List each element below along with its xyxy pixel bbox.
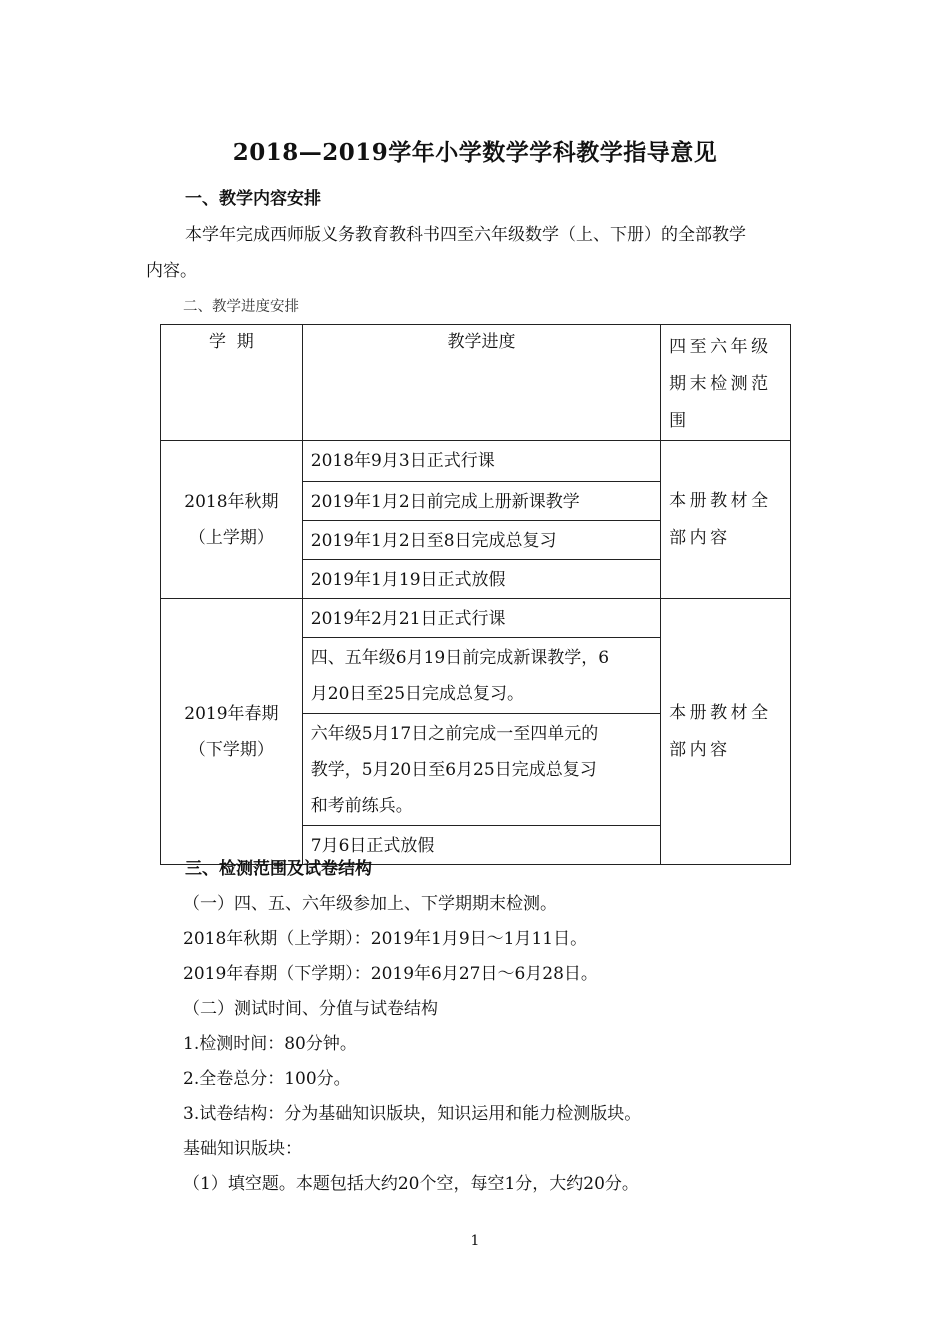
progress-cell: 2019年1月2日至8日完成总复习 xyxy=(302,521,660,560)
page-number: 1 xyxy=(470,1233,480,1249)
section3-line: 1.检测时间：80分钟。 xyxy=(183,1034,357,1054)
progress-cell: 2019年2月21日正式行课 xyxy=(302,599,660,638)
scope-spring: 本册教材全 部内容 xyxy=(661,599,791,865)
table-header-row xyxy=(161,325,791,441)
section3-line: 2018年秋期（上学期）：2019年1月9日～1月11日。 xyxy=(183,929,588,949)
section3-line: （1）填空题。本题包括大约20个空，每空1分，大约20分。 xyxy=(183,1174,639,1194)
section3-line: 基础知识版块： xyxy=(183,1139,302,1159)
term-autumn: 2018年秋期 （上学期） xyxy=(161,441,303,599)
progress-cell: 7月6日正式放假 xyxy=(302,826,660,865)
section1-heading: 一、教学内容安排 xyxy=(185,189,321,209)
header-progress: 教学进度 xyxy=(302,325,660,441)
section2-heading: 二、教学进度安排 xyxy=(183,299,299,315)
progress-cell: 2019年1月19日正式放假 xyxy=(302,560,660,599)
progress-cell: 2018年9月3日正式行课 xyxy=(302,441,660,482)
section1-paragraph-line2: 内容。 xyxy=(146,261,197,281)
section3-line: （二）测试时间、分值与试卷结构 xyxy=(183,999,438,1019)
progress-cell: 六年级5月17日之前完成一至四单元的 教学，5月20日至6月25日完成总复习 和考前练兵。 xyxy=(302,714,660,826)
scope-autumn: 本册教材全 部内容 xyxy=(661,441,791,599)
progress-cell: 四、五年级6月19日前完成新课教学，6 月20日至25日完成总复习。 xyxy=(302,638,660,714)
section3-heading: 三、检测范围及试卷结构 xyxy=(185,859,372,879)
table-row xyxy=(161,599,791,638)
term-spring: 2019年春期 （下学期） xyxy=(161,599,303,865)
document-title: 2018—2019学年小学数学学科教学指导意见 xyxy=(232,139,718,166)
progress-cell: 2019年1月2日前完成上册新课教学 xyxy=(302,482,660,521)
section3-line: 2019年春期（下学期）：2019年6月27日～6月28日。 xyxy=(183,964,598,984)
header-term: 学 期 xyxy=(161,325,303,441)
section3-line: 3.试卷结构：分为基础知识版块，知识运用和能力检测版块。 xyxy=(183,1104,642,1124)
schedule-table xyxy=(160,324,791,865)
section3-line: （一）四、五、六年级参加上、下学期期末检测。 xyxy=(183,894,557,914)
header-scope: 四至六年级 期末检测范 围 xyxy=(661,325,791,441)
section3-line: 2.全卷总分：100分。 xyxy=(183,1069,351,1089)
section1-paragraph-line1: 本学年完成西师版义务教育教科书四至六年级数学（上、下册）的全部教学 xyxy=(185,225,746,245)
table-row xyxy=(161,441,791,482)
